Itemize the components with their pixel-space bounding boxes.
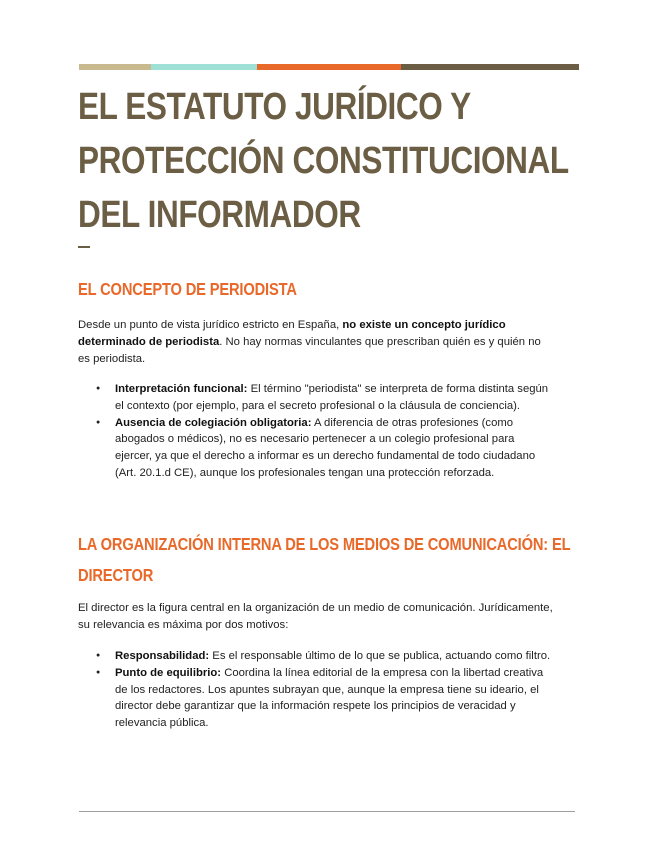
- title-line-2: PROTECCIÓN CONSTITUCIONAL: [78, 140, 569, 182]
- section1-intro-bold: no existe un concepto jurídico determinado de periodista: [78, 319, 506, 348]
- bullet-text: A diferencia de otras profesiones (como abogados o médicos), no es necesario pertenecer a un colegio profesional para ejercer, ya que el derecho a informar es un derecho fundamental de todo ciudadano (Art. 20.1.d CE), aunque los profesionales tengan una protección reforzada.: [115, 416, 536, 479]
- bar-segment-tan: [79, 64, 151, 70]
- bullet-text: Coordina la línea editorial de la empresa con la libertad creativa de los redactores. Los apuntes subrayan que, aunque la empresa tiene su ideario, el director debe garantizar que la información respete los principios de veracidad y relevancia pública.: [115, 666, 544, 730]
- section1-intro-text-b: . No hay normas vinculantes que prescriban quién es y quién no es periodista.: [78, 336, 541, 365]
- section1-intro-text-a: Desde un punto de vista jurídico estricto en España,: [78, 319, 343, 331]
- list-item: [78, 665, 553, 732]
- bar-segment-orange: [257, 64, 401, 70]
- section-heading-director: [78, 529, 570, 591]
- section2-bullet-list: [78, 648, 553, 732]
- footer-divider: [79, 811, 575, 812]
- list-item: [78, 415, 553, 482]
- title-underline-dash: [78, 246, 90, 248]
- bar-segment-teal: [151, 64, 257, 70]
- bullet-label: Punto de equilibrio:: [115, 666, 222, 679]
- section2-intro: El director es la figura central en la organización de un medio de comunicación. Jurídicamente, su relevancia es máxima por dos motivos:: [78, 602, 553, 631]
- section2-heading-line-2: DIRECTOR: [78, 565, 154, 585]
- bullet-text: El término "periodista" se interpreta de forma distinta según el contexto (por ejemplo, para el secreto profesional o la cláusula de conciencia).: [115, 383, 549, 412]
- bullet-label: Responsabilidad:: [115, 650, 210, 662]
- top-color-bar: [79, 64, 579, 70]
- title-line-1: EL ESTATUTO JURÍDICO Y: [78, 86, 471, 128]
- section-heading-periodista: EL CONCEPTO DE PERIODISTA: [78, 279, 297, 299]
- section2-heading-line-1: LA ORGANIZACIÓN INTERNA DE LOS MEDIOS DE COMUNICACIÓN: EL: [78, 534, 571, 554]
- section1-bullet-list: [78, 381, 553, 482]
- bullet-label: Interpretación funcional:: [115, 383, 248, 395]
- bar-segment-brown: [401, 64, 579, 70]
- section1-intro: [78, 317, 553, 368]
- list-item: [78, 648, 553, 665]
- bullet-label: Ausencia de colegiación obligatoria:: [115, 416, 312, 429]
- document-title: [78, 80, 569, 242]
- title-line-3: DEL INFORMADOR: [78, 194, 361, 236]
- list-item: [78, 381, 553, 415]
- bullet-text: Es el responsable último de lo que se publica, actuando como filtro.: [209, 650, 551, 662]
